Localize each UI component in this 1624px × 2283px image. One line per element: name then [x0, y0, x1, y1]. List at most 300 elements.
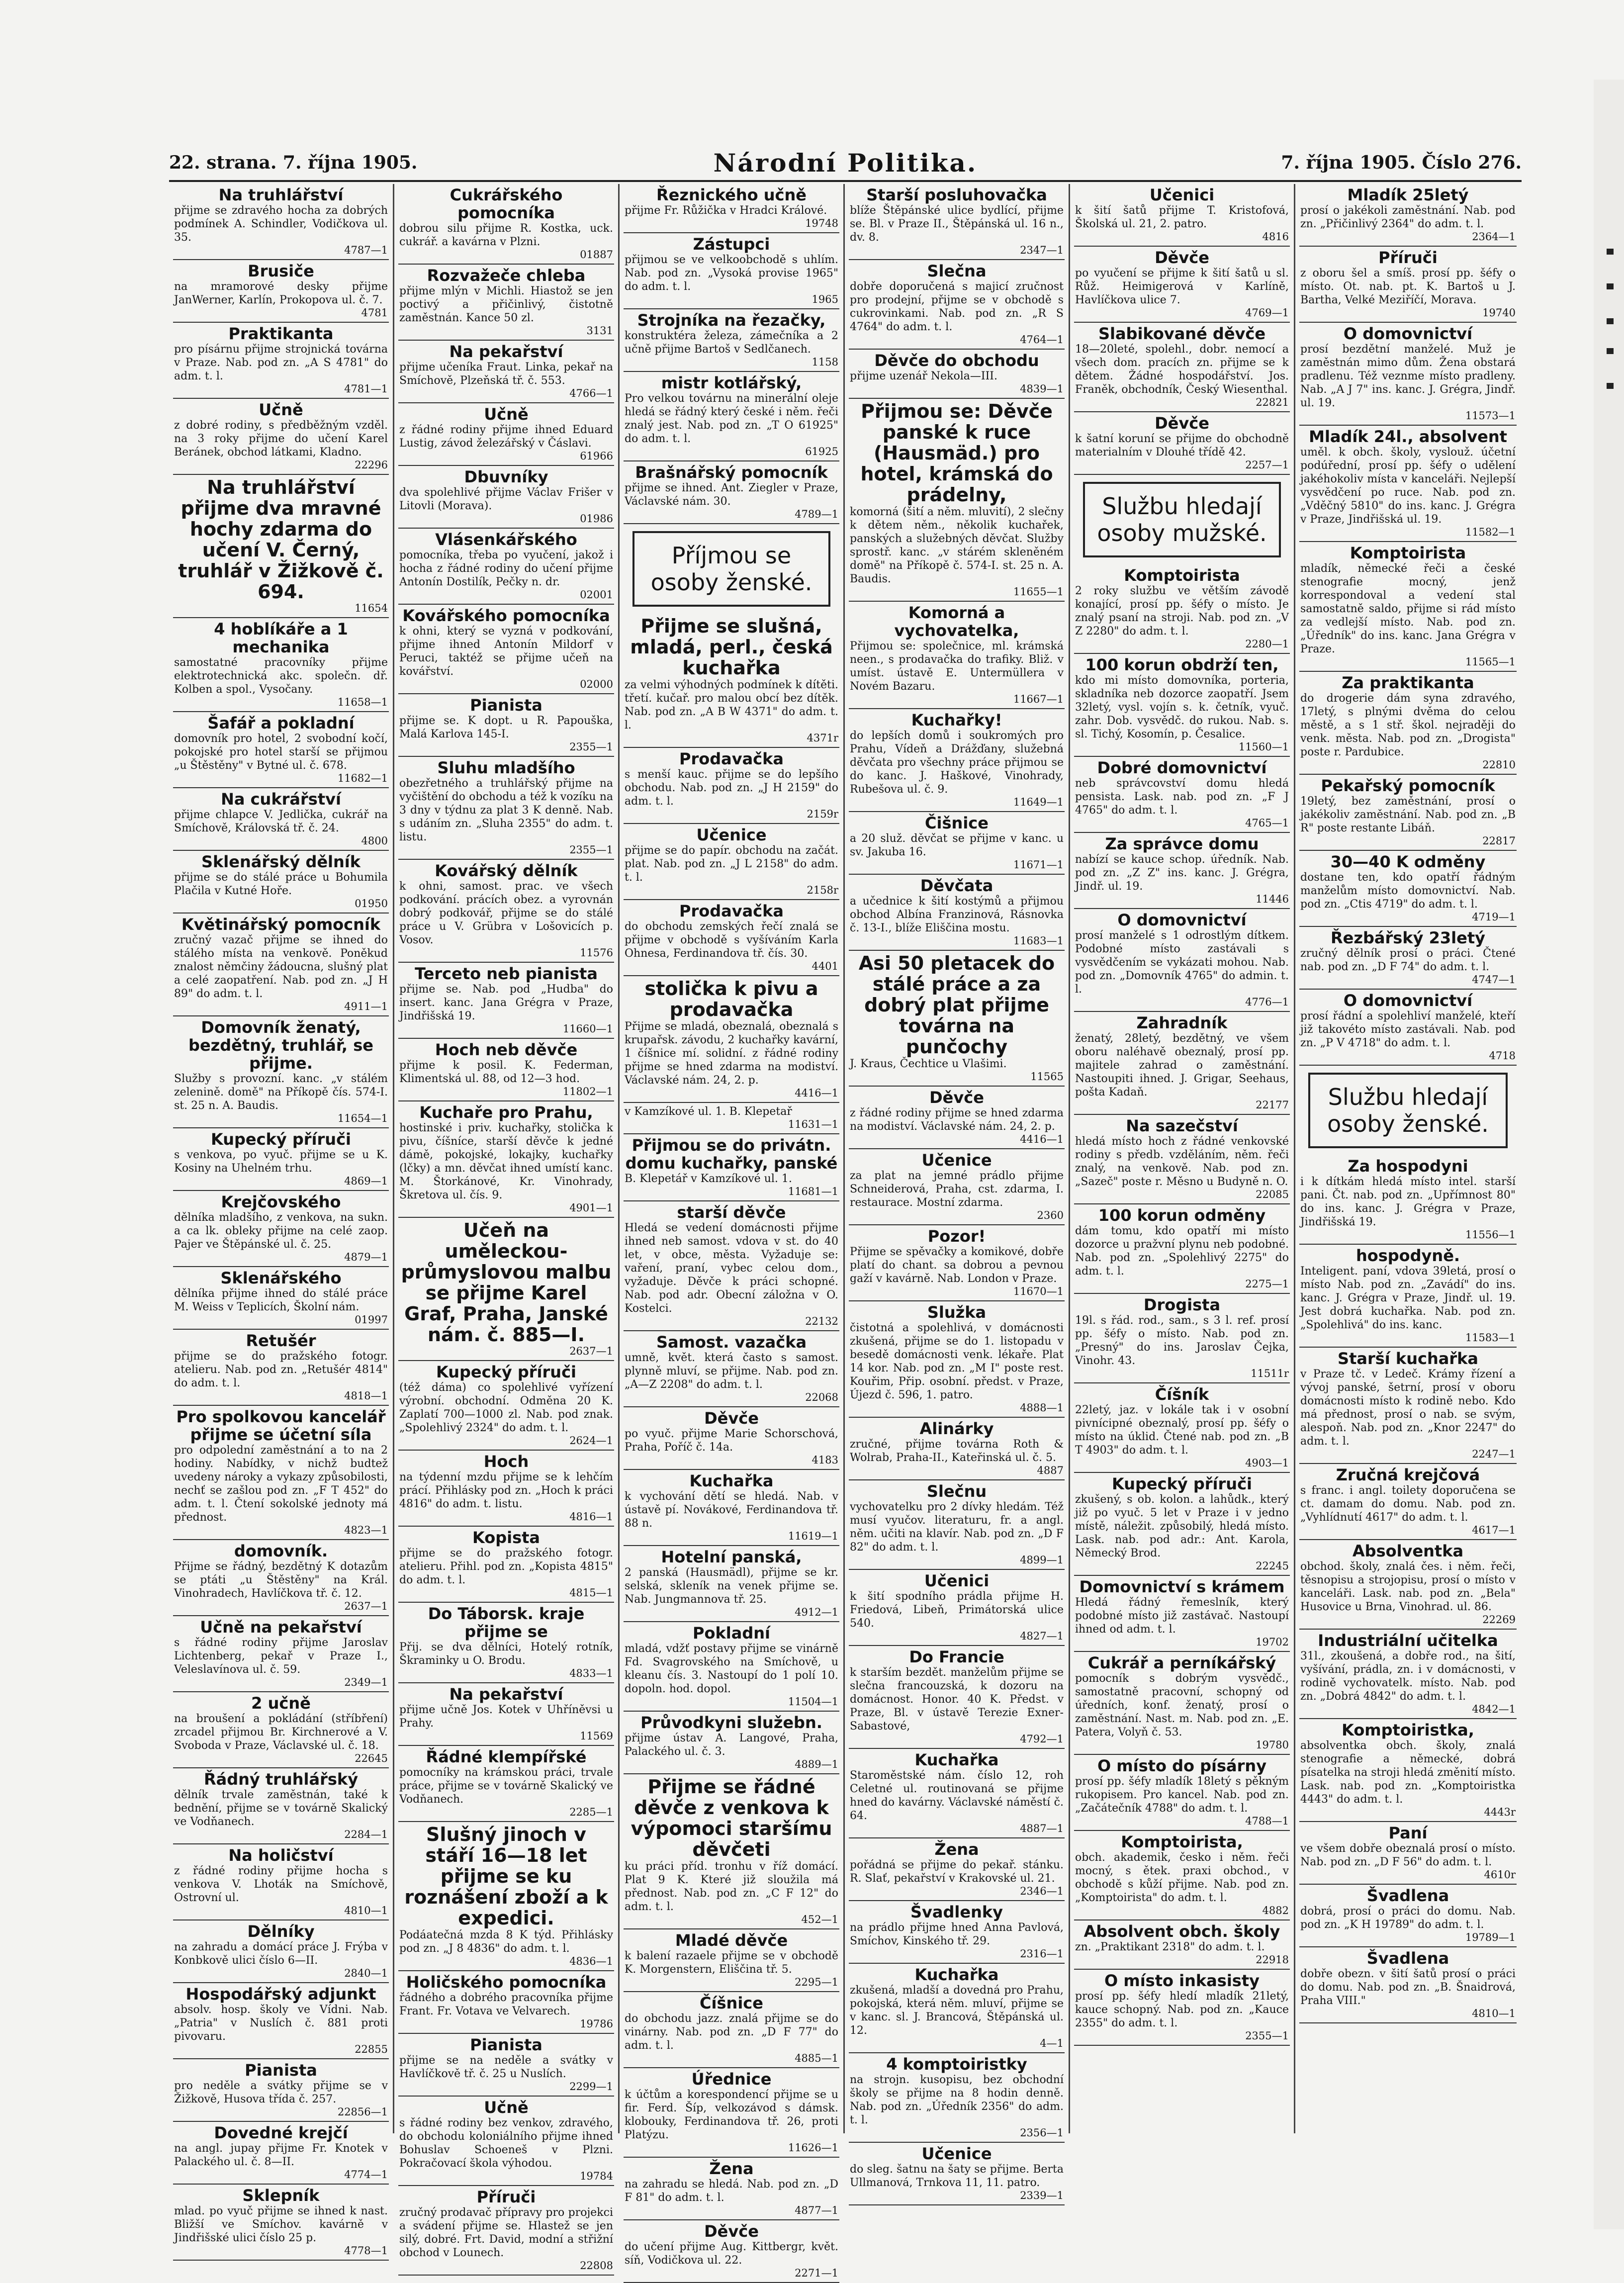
ad-reference-number: 02000	[580, 678, 613, 690]
ad-reference-number: 02001	[580, 589, 613, 601]
ad-text: ve všem dobře obeznalá prosí o místo. Nab. pod zn. „D F 56" do adm. t. l.	[1300, 1842, 1516, 1868]
ad-reference-number: 4443r	[1484, 1806, 1516, 1818]
classified-ad	[849, 399, 1065, 602]
classified-ad	[1074, 1383, 1290, 1473]
ad-text: samostatné pracovníky přijme elektrotechnická akc. společn. dř. Kolben a spol., Vysočany.	[174, 656, 388, 696]
ad-heading: Krejčovského	[221, 1192, 341, 1211]
ad-text: dělníka mladšího, z venkova, na sukn. a ca lk. obleky přijme na celé zaop. Pajer ve Štěpánské ul. č. 25.	[174, 1211, 388, 1251]
column-5	[1070, 184, 1295, 2133]
ad-text: k ohni, který se vyzná v podkování, přijme ihned Antonín Mildorf v Peruci, taktéž se přijme učeň na kovářství.	[399, 625, 613, 678]
classified-ad	[624, 233, 839, 309]
ad-reference-number: 11573—1	[1465, 410, 1516, 422]
ad-heading: Slabikované děvče	[1098, 324, 1266, 343]
ad-heading: Vlásenkářského	[435, 530, 577, 549]
classified-ad	[1299, 1245, 1517, 1348]
ad-heading: Dovedné krejčí	[214, 2123, 348, 2142]
ad-text: přijme se na neděle a svátky v Havlíčkově tř. č. 25 u Nuslích.	[399, 2054, 613, 2080]
ad-reference-number: 11655—1	[1013, 586, 1064, 598]
ad-reference-number: 2271—1	[795, 2267, 838, 2279]
classified-ad	[1299, 1719, 1517, 1822]
ad-reference-number: 11654	[355, 602, 388, 614]
ad-text: pomocníka, třeba po vyučení, jakož i hocha z řádné rodiny do učení přijme Antonín Dostilík, Pečky n. dr.	[399, 549, 613, 588]
ad-heading: Sklenářského	[220, 1269, 342, 1287]
ad-reference-number: 11683—1	[1013, 935, 1064, 947]
ad-text: absolv. hosp. školy ve Vídni. Nab. „Patria" v Nuslích č. 881 proti pivovaru.	[174, 2004, 388, 2043]
ad-heading: Drogista	[1143, 1295, 1221, 1314]
ad-text: dva spolehlivé přijme Václav Frišer v Litovli (Morava).	[399, 486, 613, 512]
ad-heading: O domovnictví	[1343, 324, 1473, 343]
ad-reference-number: 11681—1	[788, 1186, 838, 1197]
ad-reference-number: 4617—1	[1472, 1524, 1516, 1536]
ad-heading: O místo do písárny	[1097, 1756, 1267, 1775]
ad-text: Pro velkou továrnu na minerální oleje hledá se řádný který české i něm. řeči znalý jest. Nab. pod zn. „T O 61925" do adm. t. l.	[625, 392, 838, 445]
ad-heading: Na truhlářství	[218, 185, 344, 204]
ad-reference-number: 4789—1	[795, 508, 838, 520]
classified-ad	[398, 2097, 614, 2186]
ad-heading: Sklepník	[242, 2186, 320, 2205]
ad-text: konstruktéra železa, zámečníka a 2 učně přijme Bartoš v Sedlčanech.	[625, 330, 838, 356]
classified-ad	[173, 260, 389, 323]
ad-heading: Domovnictví s krámem	[1079, 1577, 1285, 1596]
classified-ad	[1074, 909, 1290, 1012]
ad-heading: Kuchařka	[914, 1965, 999, 1984]
ad-heading: Mladík 24l., absolvent	[1309, 427, 1507, 446]
ad-reference-number: 4827—1	[1020, 1630, 1064, 1642]
ad-reference-number: 22918	[1256, 1954, 1289, 1966]
classified-ad	[849, 2053, 1065, 2143]
ad-text: 2 roky službu ve větším závodě konající, prosí pp. šéfy o místo. Je znalý psaní na stroji. Nab. pod zn. „V Z 2280" do adm. t. l.	[1075, 585, 1289, 638]
ad-reference-number: 11658—1	[337, 696, 388, 708]
ad-reference-number: 4610r	[1484, 1869, 1516, 1881]
column-3	[620, 184, 845, 2279]
ad-heading: hospodyně.	[1355, 1246, 1460, 1265]
ad-text: k vychování dětí se hledá. Nab. v ústavě pí. Novákové, Ferdinandova tř. 88 n.	[625, 1490, 838, 1530]
classified-ad	[173, 1540, 389, 1616]
ad-heading: Terceto neb pianista	[415, 964, 598, 983]
classified-ad	[624, 1407, 839, 1470]
column-6	[1295, 184, 1521, 2133]
ad-text: pro odpolední zaměstnání a to na 2 hodiny. Nabídky, v nichž budtež uvedeny nároky a vykazy způsobilosti, nechť se zašlou pod zn. „F T 452" do adm. t. l. Čtení sokolské jednoty má přednost.	[174, 1444, 388, 1524]
ad-reference-number: 11511r	[1251, 1368, 1289, 1379]
ad-text: z řádné rodiny přijme hocha s venkova V. Lhoták na Smíchově, Ostrovní ul.	[174, 1865, 388, 1904]
ad-heading: Brusiče	[248, 262, 314, 280]
classified-ad	[1299, 672, 1517, 775]
ad-heading: Příruči	[1378, 248, 1438, 267]
ad-heading: Sluhu mladšího	[437, 758, 575, 777]
classified-ad	[1299, 1348, 1517, 1464]
ad-reference-number: 11560—1	[1238, 741, 1289, 753]
ad-text: na zahradu a domácí práce J. Frýba v Konbkově ulici číslo 6—II.	[174, 1941, 388, 1967]
ad-text: Služby s provozní. kanc. „v stálém zelenině. domě" na Příkopě čís. 574-I. st. 25 n. A. Baudis.	[174, 1073, 388, 1112]
ad-text: mladá, vdžť postavy přijme se vinárně Fd. Svagrovského na Smíchově, u kleanu čís. 3. Nastoupí do 1 polí 10. dopoln. hod. dopol.	[625, 1643, 838, 1695]
ad-heading: Službu hledají osoby ženské.	[1327, 1084, 1489, 1137]
classified-ad	[1074, 1115, 1290, 1204]
classified-ad	[173, 475, 389, 618]
ad-heading: Švadlena	[1366, 1949, 1449, 1968]
ad-reference-number: 2339—1	[1020, 2190, 1064, 2201]
ad-reference-number: 2840—1	[344, 1967, 388, 1979]
ad-text: po vyuč. přijme Marie Schorschová, Praha, Poříč č. 14a.	[625, 1428, 838, 1454]
ad-text: 19letý, bez zaměstnání, prosí o jakékoliv zaměstnání. Nab. pod zn. „B R" poste restante Libáň.	[1300, 795, 1516, 834]
ad-text: s menší kauc. přijme se do lepšího obchodu. Nab. pod zn. „J H 2159" do adm. t. l.	[625, 768, 838, 808]
ad-heading: Kupecký příruči	[436, 1363, 577, 1381]
ad-heading: 4 komptoiristky	[886, 2055, 1027, 2074]
ad-reference-number: 11583—1	[1465, 1332, 1516, 1344]
ad-text: zručné, přijme továrna Roth & Wolrab, Praha-II., Kateřinská ul. č. 5.	[850, 1438, 1064, 1464]
ad-text: na broušení a pokládání (stříbření) zrcadel přijmou Br. Kirchnerové a V. Svoboda v Praze, Václavské ul. č. 18.	[174, 1713, 388, 1752]
ad-heading: Kovářského pomocníka	[402, 606, 610, 625]
classified-ad	[1074, 1755, 1290, 1831]
ad-text: komorná (šití a něm. mluvití), 2 slečny k dětem něm., několik kuchařek, panských a služebných děvčat. Služby sprostř. kanc. „v stárém skleněném domě" na Příkopě č. 574-I. st. 25 n. A. Baudis.	[850, 506, 1064, 585]
ad-text: vychovatelku pro 2 dívky hledám. Též musí vyučov. literaturu, fr. a angl. něm. učiti na klavír. Nab. pod zn. „D F 82" do adm. t. l.	[850, 1501, 1064, 1553]
ad-heading: domovník.	[234, 1542, 328, 1560]
classified-ad	[1299, 1947, 1517, 2023]
classified-ad	[1074, 1652, 1290, 1755]
ad-reference-number: 22068	[805, 1391, 838, 1403]
ad-reference-number: 4774—1	[344, 2169, 388, 2181]
ad-reference-number: 22177	[1256, 1099, 1289, 1111]
classified-ad	[624, 976, 839, 1103]
ad-reference-number: 4823—1	[344, 1524, 388, 1536]
ad-reference-number: 11671—1	[1013, 859, 1064, 871]
ad-heading: Službu hledají osoby mužské.	[1097, 493, 1267, 547]
ad-reference-number: 4800	[361, 835, 388, 847]
ad-reference-number: 11670—1	[1013, 1285, 1064, 1297]
ad-reference-number: 01887	[580, 249, 613, 261]
ad-reference-number: 2346—1	[1020, 1885, 1064, 1897]
classified-ad	[849, 1838, 1065, 1901]
ad-heading: Kovářský dělník	[435, 861, 578, 880]
ad-reference-number: 4766—1	[569, 387, 613, 399]
ad-heading: Kupecký příruči	[1111, 1474, 1253, 1493]
classified-ad	[624, 824, 839, 900]
ad-text: 2 panská (Hausmädl), přijme se kr. selská, skleník na venek přijme se. Nab. Jungmannova tř. 25.	[625, 1566, 838, 1606]
classified-ad	[1299, 1822, 1517, 1885]
ad-reference-number: 19702	[1256, 1636, 1289, 1648]
ad-text: prosí pp. šéfy hledí mladík 21letý, kauce schopný. Nab. pod zn. „Kauce 2355" do adm. t. l.	[1075, 1990, 1289, 2029]
ad-text: dostane ten, kdo opatří řádným manželům místo domovnictví. Nab. pod zn. „Ctis 4719" do adm. t. l.	[1300, 871, 1516, 911]
ad-reference-number: 22817	[1482, 835, 1516, 847]
ad-reference-number: 22810	[1482, 759, 1516, 771]
classified-ad	[398, 1101, 614, 1218]
ad-heading: Učně	[259, 400, 303, 419]
classified-ad	[624, 748, 839, 824]
classified-ad	[173, 184, 389, 260]
classified-ad	[624, 1546, 839, 1622]
ad-reference-number: 2355—1	[569, 741, 613, 753]
ad-heading: Děvče	[1155, 248, 1209, 267]
classified-ad	[849, 1480, 1065, 1570]
ad-heading: Industriální učitelka	[1318, 1631, 1498, 1650]
ad-reference-number: 11576	[580, 947, 613, 959]
ad-heading: 100 korun odměny	[1098, 1206, 1266, 1225]
ad-reference-number: 4401	[812, 960, 838, 972]
ad-reference-number: 19784	[580, 2170, 613, 2182]
ad-heading: Za praktikanta	[1342, 673, 1474, 692]
ad-text: Přij. se dva dělníci, Hotelý rotník, Škraminky u O. Brodu.	[399, 1641, 613, 1667]
classified-ad	[1299, 323, 1517, 426]
ad-reference-number: 3131	[586, 325, 613, 337]
ad-text: přijme Fr. Růžička v Hradci Králové.	[625, 204, 827, 217]
ad-text: prosí pp. šéfy mladík 18letý s pěkným rukopisem. Pro kancel. Nab. pod zn. „Začátečník 4788" do adm. t. l.	[1075, 1775, 1289, 1815]
ad-reference-number: 22856—1	[337, 2106, 388, 2118]
ad-text: k ohni, samost. prac. ve všech podkování. prácích obez. a vyrovnán dobrý podkovář, přijme se do stálé práce u V. Grübra v Lošovicích p. Vosov.	[399, 880, 613, 946]
ad-text: domovník pro hotel, 2 svobodní kočí, pokojské pro hotel starší se přijmou „u Štěstěny" v Bytné ul. č. 678.	[174, 732, 388, 772]
ad-reference-number: 11582—1	[1465, 526, 1516, 538]
classified-ad	[1299, 1540, 1517, 1630]
ad-text: přijme se do stálé práce u Bohumila Plačila v Kutné Hoře.	[174, 871, 388, 897]
ad-heading: Praktikanta	[228, 324, 334, 343]
ad-heading: Učeň na uměleckou-průmyslovou malbu se přijme Karel Graf, Praha, Janské nám. č. 885—I.	[401, 1219, 612, 1346]
ad-reference-number: 2316—1	[1020, 1948, 1064, 1960]
classified-ad	[624, 1712, 839, 1774]
ad-reference-number: 4879—1	[344, 1251, 388, 1263]
ad-reference-number: 19786	[580, 2018, 613, 2030]
ad-heading: Za hospodyni	[1348, 1157, 1468, 1176]
ad-text: na prádlo přijme hned Anna Pavlová, Smíchov, Kinského tř. 29.	[850, 1921, 1064, 1947]
ad-heading: Pokladní	[693, 1624, 770, 1643]
ad-reference-number: 4889—1	[795, 1758, 838, 1770]
ad-reference-number: 4719—1	[1472, 911, 1516, 923]
ad-text: zkušený, s ob. kolon. a lahůdk., který již po vyuč. 5 let v Praze i v jedno místě, náležit. způsobilý, hledá místo. Lask. nab. pod adr.: Ant. Karola, Německý Brod.	[1075, 1493, 1289, 1559]
ad-reference-number: 22645	[355, 1752, 388, 1764]
classified-ad	[1074, 412, 1290, 475]
classified-ad	[1074, 184, 1290, 247]
classified-ad	[624, 1992, 839, 2068]
ad-heading: Děvče	[704, 1409, 759, 1428]
ad-text: do drogerie dám syna zdravého, 17letý, s plnými dvěma do celou městě, a s 1 stř. škol. nejraději do venk. města. Nab. pod zn. „Drogista" poste r. Pardubice.	[1300, 692, 1516, 758]
classified-ad	[398, 605, 614, 694]
classified-ad	[1074, 1204, 1290, 1294]
ad-reference-number: 19748	[805, 217, 838, 229]
ad-heading: Švadlenky	[910, 1903, 1003, 1921]
ad-reference-number: 01997	[355, 1314, 388, 1326]
ad-reference-number: 2364—1	[1472, 231, 1516, 243]
ad-heading: Služka	[927, 1303, 987, 1322]
ad-reference-number: 4912—1	[795, 1606, 838, 1618]
ad-text: uměl. k obch. školy, vyslouž. účetní podúřední, prosí pp. šéfy o udělení jakéhokoliv místa v kanceláři. Nejlepší vysvědčení po ruce. Nab. pod zn. „Vděčný 5810" do ins. kanc. J. Grégra v Praze, Jindřišská ul. 19.	[1300, 446, 1516, 526]
ad-text: dobře doporučená s majicí zručnost pro prodejní, přijme se v obchodě s cukrovinkami. Nab. pod zn. „R S 4764" do adm. t. l.	[850, 280, 1064, 333]
classified-ad	[398, 403, 614, 466]
ad-text: prosí bezdětní manželé. Muž je zaměstnán mimo dům. Žena obstará pradlenu. Též veznme místo pradleny. Nab. „A J 7" ins. kanc. J. Grégra, Jindř. ul. 19.	[1300, 343, 1516, 409]
ad-text: obchod. školy, znalá čes. i něm. řeči, těsnopisu a strojopisu, prosí o místo v kanceláři. Lask. nab. pod zn. „Bela" Husovice u Brna, Vinohrad. ul. 86.	[1300, 1560, 1516, 1613]
ad-reference-number: 4776—1	[1245, 996, 1289, 1008]
ad-reference-number: 1965	[812, 293, 838, 305]
ad-text: z dobré rodiny, s předběžným vzděl. na 3 roky přijme do učení Karel Beránek, obchod látkami, Kladno.	[174, 419, 388, 458]
ad-heading: Na pekařství	[449, 342, 563, 361]
ad-heading: Sklenářský dělník	[201, 852, 361, 871]
ad-text: přijme uzenář Nekola—III.	[850, 370, 997, 382]
ad-reference-number: 2247—1	[1472, 1448, 1516, 1460]
ad-heading: Prodavačka	[679, 749, 784, 768]
ad-reference-number: 11504—1	[788, 1696, 838, 1708]
classified-ad	[849, 602, 1065, 709]
ad-text: obezřetného a truhlářský přijme na vyčištění do obchodu a též k vozíku na 3 dny v týdnu za plat 3 K denně. Nab. s udáním zn. „Sluha 2355" do adm. t. listu.	[399, 777, 613, 843]
ad-text: zkušená, mladší a dovedná pro Prahu, pokojská, která něm. mluví, přijme se v kanc. sl. J. Brancová, Štěpánská ul. 12.	[850, 1984, 1064, 2037]
classified-ad	[398, 963, 614, 1039]
ad-text: 19l. s řád. rod., sam., s 3 l. ref. prosí pp. šéfy o místo. Nab. pod zn. „Presný" do ins. Jaroslav Čejka, Vinohr. 43.	[1075, 1314, 1289, 1367]
classified-ad	[1299, 851, 1517, 927]
classified-ad	[624, 1201, 839, 1331]
classified-ad	[1074, 1576, 1290, 1652]
classified-ad	[173, 851, 389, 913]
newspaper-title: Národní Politika.	[713, 148, 978, 178]
ad-heading: Cukrář a perníkářský	[1087, 1653, 1276, 1672]
ad-text: ku práci příd. tronhu v říž domácí. Plat 9 K. Které již sloužila má přednost. Nab. pod zn. „C F 12" do adm. t. l.	[625, 1860, 838, 1913]
classified-ad	[1299, 1885, 1517, 1947]
ad-reference-number: 4781	[361, 307, 388, 319]
ad-heading: Průvodkyni služebn.	[640, 1713, 822, 1732]
ad-text: přijme se. Nab. pod „Hudba" do insert. kanc. Jana Grégra v Praze, Jindřišská 19.	[399, 983, 613, 1022]
ad-text: obch. akademik, česko i něm. řeči mocný, s ětek. praxi obchod., v obchodě s kůží přijme. Nab. pod zn. „Komptoirista" do adm. t. l.	[1075, 1851, 1289, 1904]
classified-ad	[173, 1768, 389, 1844]
ad-text: Přijme se mladá, obeznalá, obeznalá s krupařsk. závodu, 2 kuchařky kavární, 1 číšnice mí. solidní. z řádné rodiny přijme se hned zdarma na modiství. Václavské nám. 24, 2. p.	[625, 1020, 838, 1087]
ad-reference-number: 22132	[805, 1315, 838, 1327]
ad-heading: Prodavačka	[679, 902, 784, 920]
ad-reference-number: 2349—1	[344, 1676, 388, 1688]
classified-ad	[1299, 542, 1517, 672]
classified-ad	[849, 1646, 1065, 1749]
ad-heading: Učenice	[921, 2144, 992, 2163]
ad-text: z řádné rodiny přijme se hned zdarma na modiství. Václavské nám. 24, 2. p.	[850, 1107, 1064, 1133]
ad-reference-number: 2257—1	[1245, 459, 1289, 471]
ad-text: do lepších domů i soukromých pro Prahu, Vídeň a Drážďany, služebná děvčata pro všechny práce přijmou se do kanc. J. Haškové, Vinohrady, Rubešova ul. č. 9.	[850, 730, 1064, 796]
ad-heading: mistr kotlářský,	[661, 373, 802, 392]
classified-ad	[624, 1470, 839, 1546]
classified-ad	[624, 372, 839, 461]
classified-ad	[173, 323, 389, 399]
page-header	[169, 145, 1522, 182]
ad-text: s franc. i angl. toilety doporučena se ct. damam do domu. Nab. pod zn. „Vyhlídnutí 4617" do adm. t. l.	[1300, 1484, 1516, 1524]
ad-reference-number: 11626—1	[788, 2142, 838, 2154]
classified-ad	[849, 1964, 1065, 2053]
ad-heading: Učenice	[921, 1151, 992, 1170]
ad-reference-number: 22269	[1482, 1614, 1516, 1626]
ad-heading: Kupecký příruči	[210, 1130, 352, 1149]
ad-heading: Hospodářský adjunkt	[185, 1985, 376, 2004]
ad-heading: Květinářský pomocník	[181, 915, 381, 934]
ad-text: přijmou se ve velkoobchodě s uhlím. Nab. pod zn. „Vysoká provise 1965" do adm. t. l.	[625, 254, 838, 293]
ad-text: Přijme se spěvačky a komikové, dobře platí do chant. sa dobrou a pevnou gaží v kavárně. Nab. London v Praze.	[850, 1246, 1064, 1285]
ad-text: prosí řádní a spolehliví manželé, kteří již takovéto místo zastávali. Nab. pod zn. „P V 4718" do adm. t. l.	[1300, 1010, 1516, 1049]
ad-reference-number: 11654—1	[337, 1112, 388, 1124]
ad-reference-number: 4888—1	[1020, 1402, 1064, 1414]
ad-heading: 30—40 K odměny	[1330, 852, 1486, 871]
ad-reference-number: 22808	[580, 2260, 613, 2272]
classified-ad	[398, 341, 614, 403]
ad-text: dobrou silu přijme R. Kostka, uck. cukrář. a kavárna v Plzni.	[399, 222, 613, 248]
ad-heading: Žena	[934, 1840, 979, 1859]
classified-ad	[173, 1406, 389, 1540]
ad-text: v Kamzíkové ul. 1. B. Klepetař	[625, 1105, 792, 1118]
ad-heading: Děvče	[704, 2222, 759, 2241]
ad-text: přijme se do pražského fotogr. atelieru. Přihl. pod zn. „Kopista 4815" do adm. t. l.	[399, 1547, 613, 1586]
ad-heading: Retušér	[246, 1331, 316, 1350]
classified-ad	[849, 1087, 1065, 1149]
ad-reference-number: 2275—1	[1245, 1278, 1289, 1290]
section-heading-box	[1308, 1073, 1508, 1148]
ad-heading: Starší kuchařka	[1338, 1349, 1478, 1368]
classified-ad	[849, 875, 1065, 951]
ad-text: dám tomu, kdo opatří mi místo dozorce u pražvní plynu neb podobné. Nab. pod zn. „Spolehlivý 2275" do adm. t. l.	[1075, 1225, 1289, 1278]
ad-text: pomocníky na krámskou práci, trvale práce, přijme se v továrně Skalický ve Vodňanech.	[399, 1766, 613, 1806]
ad-text: přijme se do pražského fotogr. atelieru. Nab. pod zn. „Retušér 4814" do adm. t. l.	[174, 1350, 388, 1389]
ad-text: čistotná a spolehlivá, v domácnosti zkušená, přijme se do 1. listopadu v besedě domácnosti venk. lékaře. Plat 14 kor. Nab. pod zn. „M I" poste rest. Kouřim, Přip. osobní. předst. v Praze, Újezd č. 596, 1. patro.	[850, 1322, 1064, 1401]
ad-heading: Do Táborsk. kraje přijme se	[428, 1604, 585, 1641]
ad-heading: Brašnářský pomocník	[635, 463, 828, 482]
ad-text: k účtům a korespondencí přijme se u fir. Ferd. Šíp, velkozávod s dámsk. klobouky, Ferdinandova tř. 26, proti Platýzu.	[625, 2089, 838, 2141]
ad-text: Podáatečná mzda 8 K týd. Přihlásky pod zn. „J 8 4836" do adm. t. l.	[399, 1929, 613, 1955]
classified-ad	[1299, 184, 1517, 247]
ad-heading: Komptoiristka,	[1342, 1721, 1474, 1739]
ad-reference-number: 11802—1	[562, 1086, 613, 1097]
classified-ad	[1074, 564, 1290, 654]
ad-heading: Slušný jinoch v stáří 16—18 let přijme se ku roznášení zboží a k expedici.	[404, 1824, 608, 1929]
ad-heading: Řádný truhlářský	[203, 1770, 359, 1789]
ad-text: 22letý, jaz. v lokále tak i v osobní pivnícipné obeznalý, prosí pp. šéfy o místo na úklid. Čtené nab. pod zn. „B T 4903" do adm. t. l.	[1075, 1404, 1289, 1457]
ad-text: B. Klepetář v Kamzíkové ul. 1.	[625, 1173, 792, 1185]
ad-heading: Příruči	[476, 2188, 536, 2206]
ad-text: Hledá se vedení domácnosti přijme ihned neb samost. vdova v st. do 40 let, v obce, města. Vyžaduje se: vaření, praní, vybec celou dom., vyžaduje. Děvče k práci schopné. Nab. pod adr. Obecní záložna v O. Kostelci.	[625, 1222, 838, 1315]
classified-ad	[398, 1218, 614, 1361]
classified-ad	[173, 1128, 389, 1191]
ad-reference-number: 4885—1	[795, 2052, 838, 2064]
ad-reference-number: 2355—1	[1245, 2030, 1289, 2042]
ad-text: i k dítkám hledá místo intel. starší pani. Čt. nab. pod zn. „Upřímnost 80" do ins. kanc. J. Grégra v Praze, Jindřišská 19.	[1300, 1176, 1516, 1228]
ad-heading: Kuchařka	[689, 1471, 774, 1490]
ad-heading: Řeznického učně	[656, 185, 807, 204]
ad-heading: Mladé děvče	[675, 1931, 788, 1950]
page-number-date: 22. strana. 7. října 1905.	[169, 152, 418, 173]
ad-reference-number: 452—1	[801, 1914, 838, 1925]
ad-text: do obchodu jazz. znalá přijme se do vinárny. Nab. pod zn. „D F 77" do adm. t. l.	[625, 2012, 838, 2052]
ad-text: k šatní koruní se přijme do obchodně materialním v Dlouhé třídě 42.	[1075, 433, 1289, 458]
ad-text: s řádné rodiny bez venkov, zdravého, do obchodu koloniálního přijme ihned Bohuslav Schoeneš v Plzni. Pokračovací škola výhodou.	[399, 2117, 613, 2170]
ad-heading: Švadlena	[1366, 1886, 1449, 1905]
ad-heading: Učenici	[924, 1571, 990, 1590]
ad-heading: O domovnictví	[1343, 991, 1473, 1010]
ad-heading: Asi 50 pletacek do stálé práce a za dobrý plat přijme továrna na punčochy	[858, 952, 1055, 1058]
classified-ad	[1074, 654, 1290, 757]
ad-text: Přijmou se: společnice, ml. krámská neen., s prodavačka do trafiky. Bliž. v umíst. ústavě E. Untermüllera v Novém Bazaru.	[850, 640, 1064, 693]
classified-ad	[849, 812, 1065, 875]
ad-reference-number: 2360	[1037, 1209, 1064, 1221]
classified-ad	[1299, 990, 1517, 1066]
ad-text: k starším bezdět. manželům přijme se slečna francouzská, k dozoru na domácnost. Honor. 40 K. Předst. v Praze, Bl. v ústavě Terezie Exner-Sabastové,	[850, 1666, 1064, 1733]
ad-reference-number: 4882	[1262, 1905, 1289, 1917]
ad-reference-number: 19780	[1256, 1739, 1289, 1751]
ad-heading: Strojníka na řezačky,	[637, 311, 826, 330]
ad-text: k šití spodního prádla přijme H. Friedová, Libeň, Primátorská ulice 540.	[850, 1590, 1064, 1630]
ad-text: zručný prodavač přípravy pro projekci a svádení přijme se. Hlastež se jen silý, dobré. Frt. David, modní a střižní obchod v Lounech.	[399, 2206, 613, 2259]
ad-heading: Pianista	[470, 696, 542, 715]
ad-heading: Kuchařky!	[911, 711, 1002, 730]
classified-ad	[624, 2158, 839, 2220]
classified-ad	[849, 1749, 1065, 1838]
classified-ad	[398, 265, 614, 341]
ad-heading: Absolventka	[1352, 1542, 1464, 1560]
classified-ad	[398, 1361, 614, 1451]
ad-reference-number: 11569	[580, 1730, 613, 1742]
ad-reference-number: 1158	[812, 356, 838, 368]
ad-reference-number: 19789—1	[1465, 1931, 1516, 1943]
classified-ad	[624, 1103, 839, 1134]
ad-reference-number: 4810—1	[344, 1905, 388, 1917]
ad-heading: Na pekařství	[449, 1685, 563, 1704]
classified-ad	[173, 2122, 389, 2185]
ad-text: do učení přijme Aug. Kittbergr, květ. síň, Vodičkova ul. 22.	[625, 2241, 838, 2267]
ad-text: za velmi výhodných podmínek k dítěti. třetí. kučař. pro malou obcí bez dítěk. Nab. pod zn. „A B W 4371" do adm. t. l.	[625, 679, 838, 731]
